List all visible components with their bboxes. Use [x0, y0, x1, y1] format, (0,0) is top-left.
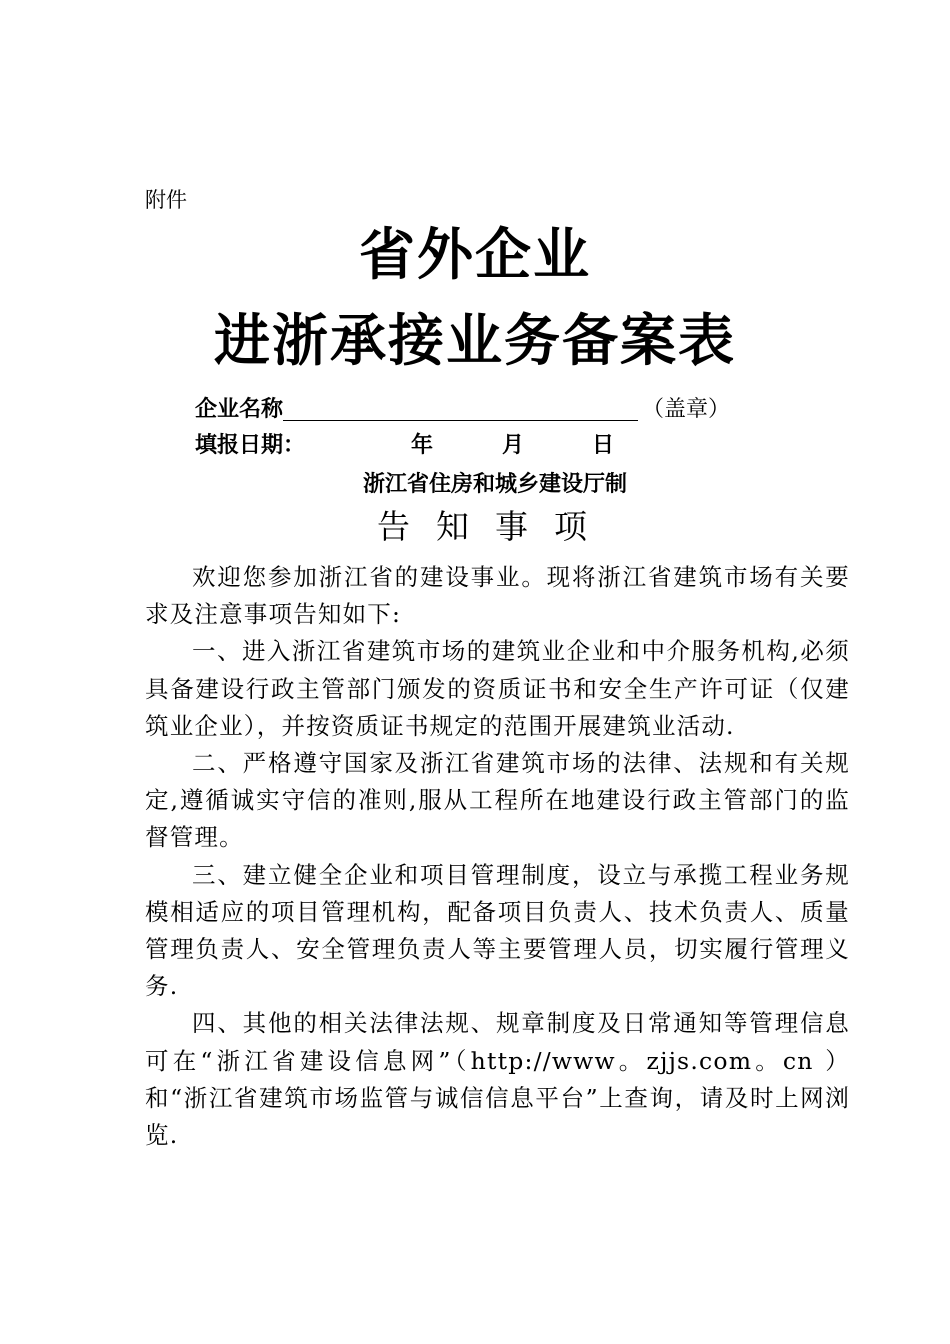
- notice-body: [145, 559, 850, 1154]
- date-year: 年: [411, 433, 434, 458]
- date-row: [195, 435, 305, 457]
- issuer-line: 浙江省住房和城乡建设厅制: [362, 472, 627, 497]
- date-label: 填报日期：: [195, 433, 306, 458]
- attachment-label: 附件: [145, 188, 187, 212]
- paragraph-2: 二、严格遵守国家及浙江省建筑市场的法律、法规和有关规定,遵循诚实守信的准则,服从工程所在地建设行政主管部门的监督管理。: [145, 749, 850, 852]
- paragraph-3: 三、建立健全企业和项目管理制度，设立与承揽工程业务规模相适应的项目管理机构，配备项目负责人、技术负责人、质量管理负责人、安全管理负责人等主要管理人员，切实履行管理义务.: [145, 860, 850, 1001]
- document-title-line1: 省外企业: [359, 223, 591, 288]
- company-name-row: [195, 398, 730, 421]
- company-name-blank[interactable]: [283, 398, 638, 421]
- seal-label: （盖章）: [642, 397, 731, 422]
- paragraph-intro: 欢迎您参加浙江省的建设事业。现将浙江省建筑市场有关要求及注意事项告知如下:: [145, 563, 850, 629]
- document-title-line2: 进浙承接业务备案表: [214, 309, 736, 374]
- company-name-label: 企业名称: [195, 397, 284, 422]
- date-month: 月: [502, 433, 525, 458]
- notice-title: 告知事项: [377, 507, 613, 546]
- paragraph-1: 一、进入浙江省建筑市场的建筑业企业和中介服务机构,必须具备建设行政主管部门颁发的资质证书和安全生产许可证（仅建筑业企业），并按资质证书规定的范围开展建筑业活动.: [145, 637, 850, 740]
- paragraph-4: 四、其他的相关法律法规、规章制度及日常通知等管理信息可在“浙江省建设信息网”（http://www。zjjs.com。cn ）和“浙江省建筑市场监管与诚信信息平台”上查询，请及时上网浏览.: [145, 1009, 850, 1150]
- date-day: 日: [592, 433, 615, 458]
